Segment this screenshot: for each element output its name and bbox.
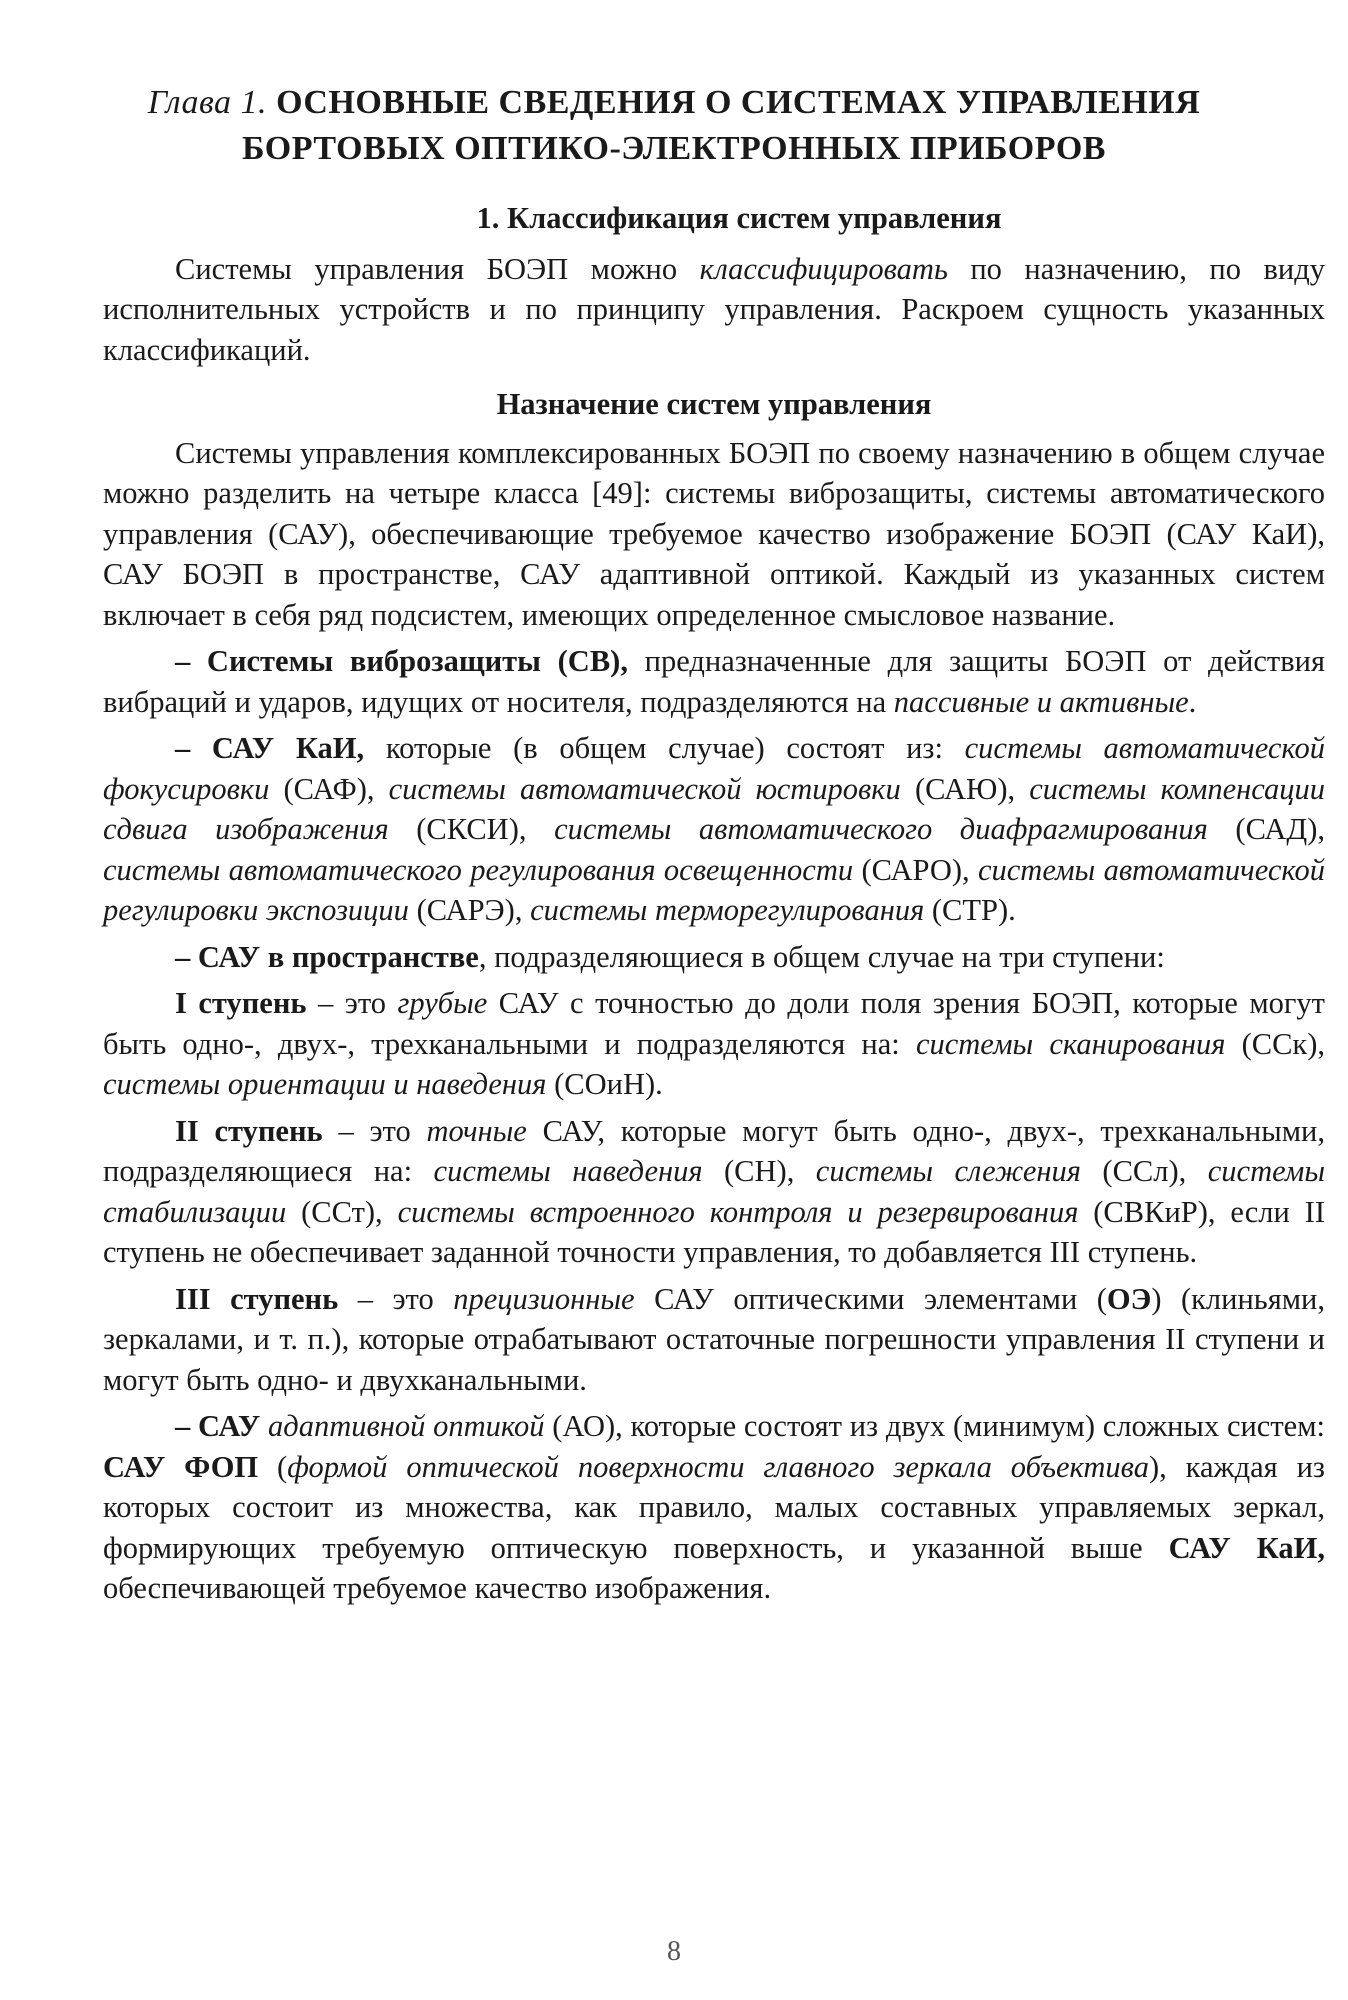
section-heading-purpose: Назначение систем управления bbox=[496, 387, 932, 421]
paragraph-sau-space: – САУ в пространстве, подразделяющиеся в общем случае на три ступени: bbox=[175, 939, 1165, 974]
chapter-title-line1: Глава 1. ОСНОВНЫЕ СВЕДЕНИЯ О СИСТЕМАХ УПРАВЛЕНИЯ bbox=[147, 84, 1201, 121]
section-heading-classification: 1. Классификация систем управления bbox=[476, 201, 1002, 235]
paragraph-intro: Системы управления БОЭП можно классифицировать по назначению, по виду исполнительных устройств и по принципу управления. Раскроем сущность указанных классификаций. bbox=[103, 251, 1325, 367]
chapter-label: Глава 1. bbox=[147, 84, 268, 121]
paragraph-sau-kai: – САУ КаИ, которые (в общем случае) состоят из: системы автоматической фокусировки (САФ), системы автоматической юстировки (САЮ), системы компенсации сдвига изображения (СКСИ), системы автоматического диафрагмирования (САД), системы автоматического регулирования освещенности (САРО), системы автоматической регулировки экспозиции (САРЭ), системы терморегулирования (СТР). bbox=[103, 731, 1326, 927]
body-text bbox=[103, 198, 1325, 1609]
paragraph-stage-1: I ступень – это грубые САУ с точностью до доли поля зрения БОЭП, которые могут быть одно-, двух-, трехканальными и подразделяются на: системы сканирования (ССк), системы ориентации и наведения (СОиН). bbox=[103, 986, 1326, 1101]
chapter-title-line2: БОРТОВЫХ ОПТИКО-ЭЛЕКТРОННЫХ ПРИБОРОВ bbox=[242, 130, 1106, 167]
paragraph-stage-2: II ступень – это точные САУ, которые могут быть одно-, двух-, трехканальными, подразделяющиеся на: системы наведения (СН), системы слежения (ССл), системы стабилизации (ССт), системы встроенного контроля и резервирования (СВКиР), если II ступень не обеспечивает заданной точности управления, то добавляется III ступень. bbox=[103, 1113, 1325, 1269]
paragraph-purpose: Системы управления комплексированных БОЭП по своему назначению в общем случае можно разделить на четыре класса [49]: системы виброзащиты, системы автоматического управления (САУ), обеспечивающие требуемое качество изображение БОЭП (САУ КаИ), САУ БОЭП в пространстве, САУ адаптивной оптикой. Каждый из указанных систем включает в себя ряд подсистем, имеющих определенное смысловое название. bbox=[103, 435, 1325, 632]
chapter-title bbox=[110, 80, 1238, 172]
paragraph-vibration-systems: – Системы виброзащиты (СВ), предназначенные для защиты БОЭП от действия вибраций и ударов, идущих от носителя, подразделяются на пассивные и активные. bbox=[103, 644, 1325, 719]
page-number: 8 bbox=[667, 1936, 681, 1967]
paragraph-adaptive-optics: – САУ адаптивной оптикой (АО), которые состоят из двух (минимум) сложных систем: САУ ФОП (формой оптической поверхности главного зеркала объектива), каждая из которых состоит из множества, как правило, малых составных управляемых зеркал, формирующих требуемую оптическую поверхность, и указанной выше САУ КаИ, обеспечивающей требуемое качество изображения. bbox=[103, 1409, 1325, 1605]
paragraph-stage-3: III ступень – это прецизионные САУ оптическими элементами (ОЭ) (клиньями, зеркалами, и т. п.), которые отрабатывают остаточные погрешности управления II ступени и могут быть одно- и двухканальными. bbox=[103, 1281, 1325, 1397]
